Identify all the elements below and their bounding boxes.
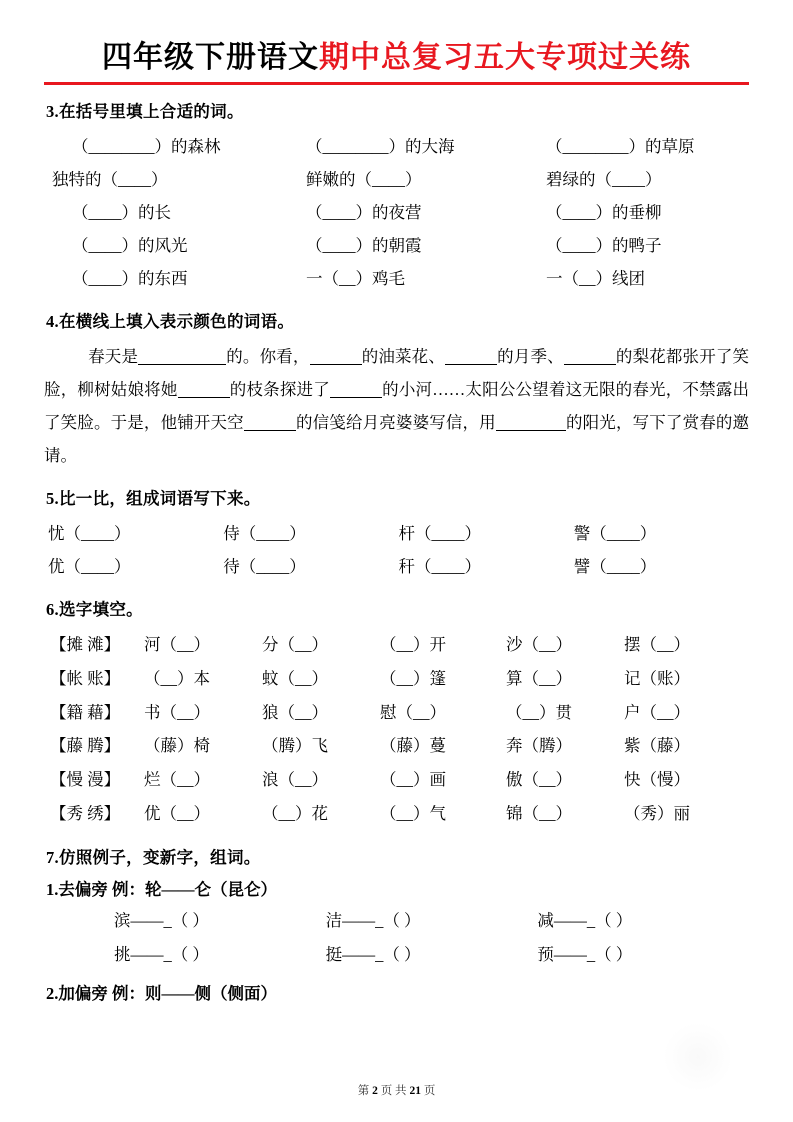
blank-item[interactable]: 减——_（ ） bbox=[537, 910, 633, 930]
paragraph-text: 的小河……太阳公公望着这无限的春光，不禁露出了笑脸。于是，他铺开天空 bbox=[44, 380, 750, 432]
word-pair-item[interactable]: 譬（____） bbox=[573, 557, 657, 576]
paragraph-text: 春天是 bbox=[88, 347, 139, 366]
blank-item[interactable]: 分（__） bbox=[262, 635, 328, 654]
blank-item[interactable]: 预——_（ ） bbox=[537, 944, 633, 964]
fill-blank[interactable] bbox=[330, 397, 382, 398]
blank-item[interactable]: （__）贯 bbox=[506, 702, 572, 722]
blank-item[interactable]: 奔（腾） bbox=[506, 736, 572, 756]
section-5-row-2 bbox=[44, 550, 749, 583]
blank-item[interactable]: 锦（__） bbox=[506, 804, 572, 824]
page-title bbox=[44, 34, 749, 85]
word-pair-item[interactable]: 秆（____） bbox=[398, 557, 481, 576]
blank-item[interactable]: 书（__） bbox=[144, 702, 210, 722]
section-3-heading: 3.在括号里填上合适的词。 bbox=[46, 102, 244, 121]
fill-blank[interactable] bbox=[564, 364, 616, 365]
paragraph-text: 的阳光，写下了赏春的邀请。 bbox=[44, 413, 750, 465]
footer-suffix: 页 bbox=[423, 1085, 436, 1097]
title-text bbox=[44, 40, 749, 76]
footer-prefix: 第 bbox=[357, 1085, 370, 1097]
char-choice-group: 【帐 账】 bbox=[50, 668, 121, 688]
blank-item[interactable]: 烂（__） bbox=[144, 770, 210, 790]
fill-blank[interactable] bbox=[178, 397, 230, 398]
char-choice-group: 【秀 绣】 bbox=[50, 804, 121, 824]
blank-item[interactable]: （__）开 bbox=[380, 635, 446, 654]
paragraph-text: 的枝条探进了 bbox=[229, 380, 330, 399]
blank-item[interactable]: 浪（__） bbox=[262, 770, 328, 790]
blank-item[interactable]: （________）的森林 bbox=[72, 137, 221, 156]
blank-item[interactable]: 记（账） bbox=[624, 668, 690, 688]
footer-middle: 页 共 bbox=[380, 1085, 407, 1097]
blank-item[interactable]: （__）花 bbox=[262, 804, 328, 824]
word-pair-item[interactable]: 警（____） bbox=[573, 524, 657, 543]
blank-item[interactable]: （________）的草原 bbox=[546, 137, 695, 156]
section-3-row-5 bbox=[44, 262, 749, 295]
section-4-paragraph bbox=[44, 340, 749, 472]
word-pair-item[interactable]: 待（____） bbox=[223, 557, 306, 576]
blank-item[interactable]: 一（__）线团 bbox=[546, 269, 645, 288]
fill-blank[interactable] bbox=[244, 430, 296, 431]
blank-item[interactable]: （____）的垂柳 bbox=[546, 203, 662, 222]
section-6-row bbox=[44, 763, 749, 797]
section-6-row bbox=[44, 696, 749, 730]
section-7-row bbox=[44, 938, 749, 972]
section-7-heading: 7.仿照例子，变新字，组词。 bbox=[46, 847, 261, 867]
section-3-row-3 bbox=[44, 196, 749, 229]
blank-item[interactable]: （__）气 bbox=[380, 804, 446, 824]
blank-item[interactable]: 狼（__） bbox=[262, 702, 328, 722]
blank-item[interactable]: 独特的（____） bbox=[52, 170, 168, 189]
section-6-row bbox=[44, 662, 749, 696]
section-5-heading: 5.比一比，组成词语写下来。 bbox=[46, 489, 261, 508]
paragraph-text: 的油菜花、 bbox=[361, 347, 445, 366]
paragraph-text: 的梨花都张开了笑脸，柳树姑娘将她 bbox=[44, 347, 750, 399]
section-6-row bbox=[44, 729, 749, 763]
fill-blank[interactable] bbox=[310, 364, 362, 365]
blank-item[interactable]: 洁——_（ ） bbox=[325, 910, 421, 930]
blank-item[interactable]: 挑——_（ ） bbox=[114, 944, 209, 964]
section-5-row-1 bbox=[44, 517, 749, 550]
blank-item[interactable]: （____）的鸭子 bbox=[546, 236, 662, 255]
blank-item[interactable]: 一（__）鸡毛 bbox=[306, 269, 405, 288]
blank-item[interactable]: （__）篷 bbox=[380, 668, 446, 688]
fill-blank[interactable] bbox=[445, 364, 497, 365]
blank-item[interactable]: （腾）飞 bbox=[262, 736, 328, 756]
blank-item[interactable]: 户（__） bbox=[624, 702, 690, 722]
section-6-heading: 6.选字填空。 bbox=[46, 600, 143, 619]
blank-item[interactable]: （__）画 bbox=[380, 770, 446, 790]
blank-item[interactable]: 摆（__） bbox=[624, 635, 690, 654]
blank-item[interactable]: 慰（__） bbox=[380, 702, 446, 722]
blank-item[interactable]: 快（慢） bbox=[624, 770, 690, 790]
char-choice-group: 【籍 藉】 bbox=[50, 702, 121, 722]
blank-item[interactable]: （____）的夜营 bbox=[306, 203, 422, 222]
blank-item[interactable]: （____）的朝霞 bbox=[306, 236, 422, 255]
word-pair-item[interactable]: 忧（____） bbox=[48, 524, 131, 543]
blank-item[interactable]: （藤）椅 bbox=[144, 736, 210, 756]
word-pair-item[interactable]: 杆（____） bbox=[398, 524, 481, 543]
paragraph-text: 的信笺给月亮婆婆写信，用 bbox=[295, 413, 496, 432]
section-6-row bbox=[44, 797, 749, 831]
title-black-segment: 四年级下册语文 bbox=[102, 41, 319, 74]
fill-blank[interactable] bbox=[496, 430, 566, 431]
footer-total-pages: 21 bbox=[409, 1085, 421, 1097]
blank-item[interactable]: 紫（藤） bbox=[624, 736, 690, 756]
blank-item[interactable]: 河（__） bbox=[144, 635, 210, 654]
blank-item[interactable]: （____）的长 bbox=[72, 203, 171, 222]
blank-item[interactable]: （____）的东西 bbox=[72, 269, 188, 288]
blank-item[interactable]: 优（__） bbox=[144, 804, 210, 824]
paragraph-text: 的月季、 bbox=[497, 347, 564, 366]
blank-item[interactable]: 傲（__） bbox=[506, 770, 572, 790]
char-choice-group: 【藤 腾】 bbox=[50, 736, 121, 756]
section-7-sub2-heading: 2.加偏旁 例：则——侧（侧面） bbox=[46, 983, 277, 1003]
section-3-row-2 bbox=[44, 163, 749, 196]
blank-item[interactable]: 蚊（__） bbox=[262, 668, 328, 688]
blank-item[interactable]: 碧绿的（____） bbox=[546, 170, 662, 189]
blank-item[interactable]: 算（__） bbox=[506, 668, 572, 688]
word-pair-item[interactable]: 优（____） bbox=[48, 557, 131, 576]
blank-item[interactable]: （秀）丽 bbox=[624, 804, 690, 824]
blank-item[interactable]: （藤）蔓 bbox=[380, 736, 446, 756]
blank-item[interactable]: 沙（__） bbox=[506, 635, 572, 654]
blank-item[interactable]: 滨——_（ ） bbox=[114, 910, 209, 930]
char-choice-group: 【慢 漫】 bbox=[50, 770, 121, 790]
title-red-segment: 期中总复习五大专项过关练 bbox=[319, 41, 691, 74]
blank-item[interactable]: 挺——_（ ） bbox=[325, 944, 421, 964]
section-3-row-4 bbox=[44, 229, 749, 262]
paragraph-text: 的。你看， bbox=[226, 347, 310, 366]
page-footer bbox=[0, 1082, 793, 1098]
blank-item[interactable]: （____）的风光 bbox=[72, 236, 188, 255]
section-7-row bbox=[44, 904, 749, 938]
blank-item[interactable]: （________）的大海 bbox=[306, 137, 455, 156]
section-6-row bbox=[44, 628, 749, 662]
fill-blank[interactable] bbox=[138, 364, 226, 365]
section-4-heading: 4.在横线上填入表示颜色的词语。 bbox=[46, 312, 295, 331]
footer-page-number: 2 bbox=[372, 1085, 378, 1097]
word-pair-item[interactable]: 侍（____） bbox=[223, 524, 306, 543]
title-underline-rule bbox=[44, 82, 749, 85]
section-7-sub1-heading: 1.去偏旁 例：轮——仑（昆仑） bbox=[46, 879, 277, 899]
blank-item[interactable]: 鲜嫩的（____） bbox=[306, 170, 422, 189]
blank-item[interactable]: （__）本 bbox=[144, 668, 210, 688]
char-choice-group: 【摊 滩】 bbox=[50, 635, 121, 654]
section-3-row-1 bbox=[44, 130, 749, 163]
